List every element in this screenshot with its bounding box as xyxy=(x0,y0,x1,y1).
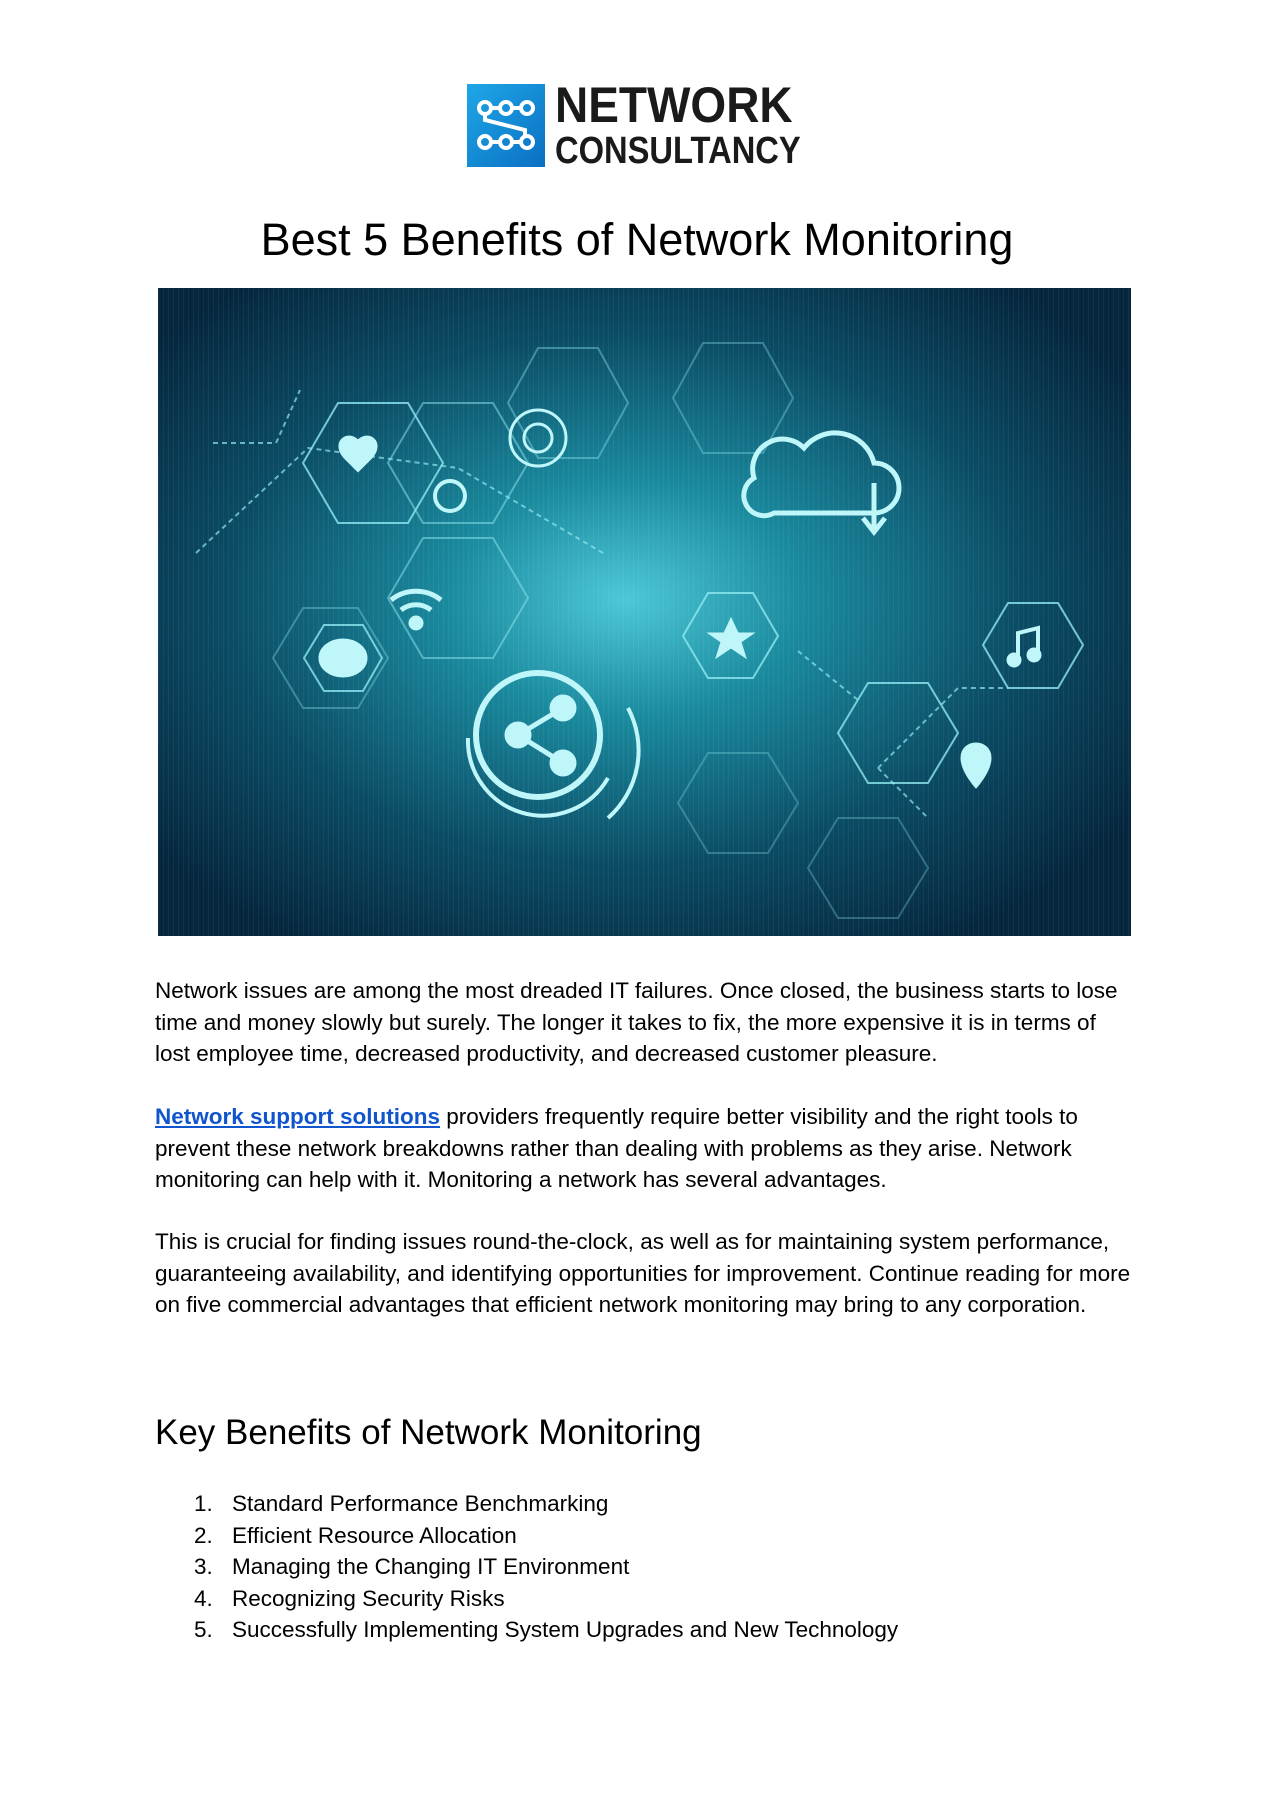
network-nodes-icon xyxy=(467,84,545,167)
benefits-list xyxy=(155,1488,898,1646)
list-text: Efficient Resource Allocation xyxy=(232,1522,517,1548)
network-illustration xyxy=(158,288,1131,936)
list-text: Recognizing Security Risks xyxy=(232,1585,505,1611)
company-logo xyxy=(467,77,841,172)
page-title: Best 5 Benefits of Network Monitoring xyxy=(260,214,1014,265)
list-number: 5. xyxy=(194,1617,213,1642)
logo-line2: CONSULTANCY xyxy=(555,130,801,172)
list-item xyxy=(155,1614,898,1646)
network-support-solutions-link[interactable]: Network support solutions xyxy=(155,1104,441,1129)
list-number: 2. xyxy=(194,1522,213,1548)
list-number: 3. xyxy=(194,1554,213,1579)
list-number: 1. xyxy=(194,1491,213,1516)
support-paragraph-text: providers frequently require better visibility and the right tools to prevent these network breakdowns rather than dealing with problems as they arise. Network monitoring can help with it. Monitoring a network has several advantages. xyxy=(155,1104,1078,1192)
list-item xyxy=(155,1488,898,1520)
list-number: 4. xyxy=(194,1585,213,1611)
list-item xyxy=(155,1551,898,1583)
list-item xyxy=(155,1520,898,1552)
support-paragraph xyxy=(155,1101,1135,1196)
logo-line1: NETWORK xyxy=(555,77,793,133)
list-text: Successfully Implementing System Upgrades and New Technology xyxy=(232,1617,899,1642)
intro-paragraph: Network issues are among the most dreaded IT failures. Once closed, the business starts to lose time and money slowly but surely. The longer it takes to fix, the more expensive it is in terms of lost employee time, decreased productivity, and decreased customer pleasure. xyxy=(155,978,1118,1066)
list-text: Standard Performance Benchmarking xyxy=(232,1491,609,1516)
list-text: Managing the Changing IT Environment xyxy=(232,1554,630,1579)
section-heading: Key Benefits of Network Monitoring xyxy=(155,1413,702,1452)
crucial-paragraph: This is crucial for finding issues round-the-clock, as well as for maintaining system performance, guaranteeing availability, and identifying opportunities for improvement. Continue reading for more on five commercial advantages that efficient network monitoring may bring to any corporation. xyxy=(155,1229,1131,1317)
list-item xyxy=(155,1583,898,1615)
